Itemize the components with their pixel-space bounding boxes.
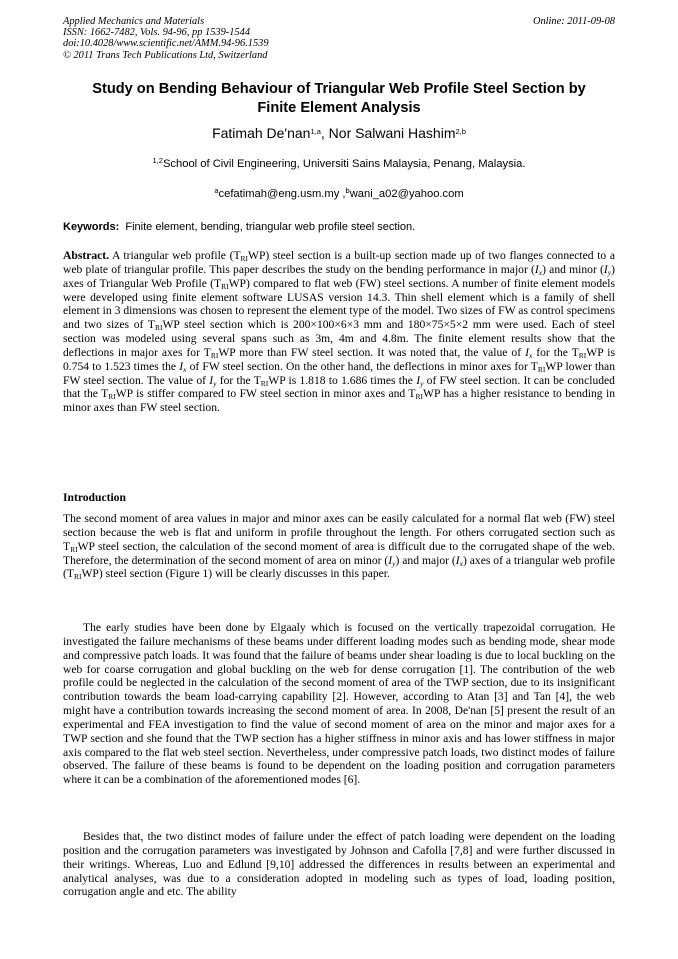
abstract (63, 249, 615, 415)
symbol-ix: $I_x$ (179, 359, 187, 374)
abstract-text: WP is 0.754 to 1.523 times the (63, 345, 615, 373)
keywords (63, 219, 615, 235)
abstract-text: WP steel section which is 200×100×6×3 mm and 180×75×5×2 mm were used. Each of steel section was modeled using several spans such as 3m, 4m and 4.8m. The finite element results show that the deflections in major axes for T (63, 318, 615, 359)
subscript-ri: RI (537, 364, 546, 374)
journal-copyright: © 2011 Trans Tech Publications Ltd, Switzerland (63, 49, 268, 61)
keywords-text: Finite element, bending, triangular web profile steel section. (125, 221, 416, 233)
paragraph-text: The second moment of area values in major and minor axes can be easily calculated for a normal flat web (FW) steel section because the web is flat and uniform in profile throughout the length. For others corrugated section such as T (63, 512, 615, 553)
subscript-ri: RI (240, 254, 249, 263)
email-a-marker: a (214, 186, 219, 195)
keywords-label: Keywords: (63, 221, 120, 233)
subscript-ri: RI (578, 350, 587, 360)
abstract-text: of FW steel section. On the other hand, the deflections in minor axes for T (186, 359, 538, 373)
symbol-iy: $I_y$ (209, 373, 217, 388)
author-1-affil: 1,a (310, 127, 321, 136)
author-1: Fatimah De'nan (212, 125, 311, 141)
paragraph-text: ) and major ( (395, 553, 456, 567)
introduction-heading: Introduction (63, 491, 126, 504)
online-date: Online: 2011-09-08 (532, 16, 615, 27)
journal-issn: ISSN: 1662-7482, Vols. 94-96, pp 1539-1544 (63, 27, 251, 39)
abstract-text: for the T (216, 373, 261, 387)
subscript-ri: RI (221, 281, 229, 291)
author-2-affil: 2,b (455, 127, 466, 136)
paragraph-text: WP steel section, the calculation of the second moment of area is difficult due to the corrugated shape of the web. Therefore, the determination of the second moment of area on minor ( (63, 539, 615, 567)
abstract-text: WP is 1.818 to 1.686 times the (268, 373, 417, 387)
author-separator: , (320, 125, 329, 141)
abstract-text: WP has a higher resistance to bending in minor axes than FW steel section. (63, 387, 616, 415)
title-line-2: Finite Element Analysis (257, 99, 421, 116)
journal-header (63, 16, 615, 61)
paragraph-text: ) axes of a triangular web profile (T (63, 553, 616, 581)
author-emails (60, 186, 618, 202)
symbol-iy: $I_y$ (603, 262, 612, 277)
paper-title (60, 80, 618, 117)
abstract-text: for the T (532, 345, 579, 359)
affiliation-text: School of Civil Engineering, Universiti Sains Malaysia, Penang, Malaysia. (162, 158, 526, 170)
introduction-paragraph-1 (63, 512, 615, 581)
abstract-text: A triangular web profile (T (112, 249, 241, 262)
abstract-text: WP) steel section is a built-up section made up of two flanges connected to a web plate of triangular profile. This paper describes the study on the bending performance in major ( (63, 249, 615, 276)
journal-name: Applied Mechanics and Materials (63, 16, 205, 27)
author-2: Nor Salwani Hashim (328, 125, 456, 141)
abstract-text: WP is stiffer compared to FW steel section in minor axes and T (115, 387, 416, 401)
subscript-ri: RI (154, 323, 163, 333)
abstract-text: WP lower than FW steel section. The value of (63, 359, 615, 387)
introduction-paragraph-3: Besides that, the two distinct modes of failure under the effect of patch loading were dependent on the loading position and the corrugation parameters was investigated by Johnson and Cafolla [7,8] and were further discussed in their writings. Whereas, Luo and Edlund [9,10] addressed the differences in results between an experimental and analytical analyses, was due to a consideration adopted in modeling such as types of load, loading position, corrugation angle and etc. The ability (63, 830, 615, 899)
subscript-ri: RI (260, 378, 269, 388)
title-line-1: Study on Bending Behaviour of Triangular Web Profile Steel Section by (92, 81, 586, 97)
symbol-iy: $I_y$ (416, 373, 424, 388)
abstract-label: Abstract. (63, 249, 110, 262)
subscript-ri: RI (70, 544, 78, 554)
abstract-text: WP) compared to flat web (FW) steel sections. A number of finite element models were developed using finite element software LUSAS version 14.3. Thin shell element which is a family of shell element in 3 dimensions was chosen to represent the element type of the model. Two sizes of FW as control specimens and two sizes of T (63, 276, 615, 332)
abstract-text: ) axes of Triangular Web Profile (T (63, 262, 615, 290)
email-a: cefatimah@eng.usm.my , (218, 188, 346, 200)
introduction-paragraph-2: The early studies have been done by Elgaaly which is focused on the vertically trapezoidal corrugation. He investigated the failure mechanisms of these beams under different loading modes such as bending mode, shear mode and compressive patch loads. It was found that the failure of beams under shear loading is due to local buckling on the web for coarse corrugation and global buckling on the web for dense corrugation [1]. The contribution of the web profile could be neglected in the calculation of the second moment of area of the TWP section, due to its insignificant contribution towards the beam load-carrying capability [2]. However, according to Atan [3] and Tan [4], the web might have a contribution towards increasing the second moment of area. In 2008, De'nan [5] present the result of an experimental and FEA investigation to find the value of second moment of area on the minor and major axes for a TWP section and she found that the TWP section has a higher stiffness in minor axis and has lower stiffness in major axis compared to the flat web steel section. Nevertheless, under compressive patch loads, two distinct modes of failure observed. The failure of these beams is found to be dependent on the loading position and corrugation parameters where it can be a combination of the aforementioned modes [6]. (63, 621, 615, 787)
subscript-ri: RI (108, 392, 116, 402)
symbol-ix: $I_x$ (525, 345, 533, 360)
email-b: wani_a02@yahoo.com (349, 188, 464, 200)
abstract-text: WP more than FW steel section. It was noted that, the value of (218, 345, 526, 359)
author-list (60, 123, 618, 143)
symbol-ix: $I_x$ (534, 262, 543, 277)
subscript-ri: RI (415, 392, 423, 402)
journal-doi: doi:10.4028/www.scientific.net/AMM.94-96.1539 (63, 38, 269, 50)
subscript-ri: RI (210, 350, 219, 360)
subscript-ri: RI (73, 572, 82, 582)
affiliation-marker: 1,2 (152, 156, 163, 165)
abstract-text: ) and minor ( (542, 262, 604, 276)
abstract-text: of FW steel section. It can be concluded that the T (63, 373, 615, 401)
symbol-ix: $I_x$ (455, 553, 463, 568)
paragraph-text: WP) steel section (Figure 1) will be clearly discusses in this paper. (81, 567, 390, 581)
email-b-marker: b (345, 186, 350, 195)
symbol-iy: $I_y$ (388, 553, 396, 568)
affiliation (60, 156, 618, 172)
